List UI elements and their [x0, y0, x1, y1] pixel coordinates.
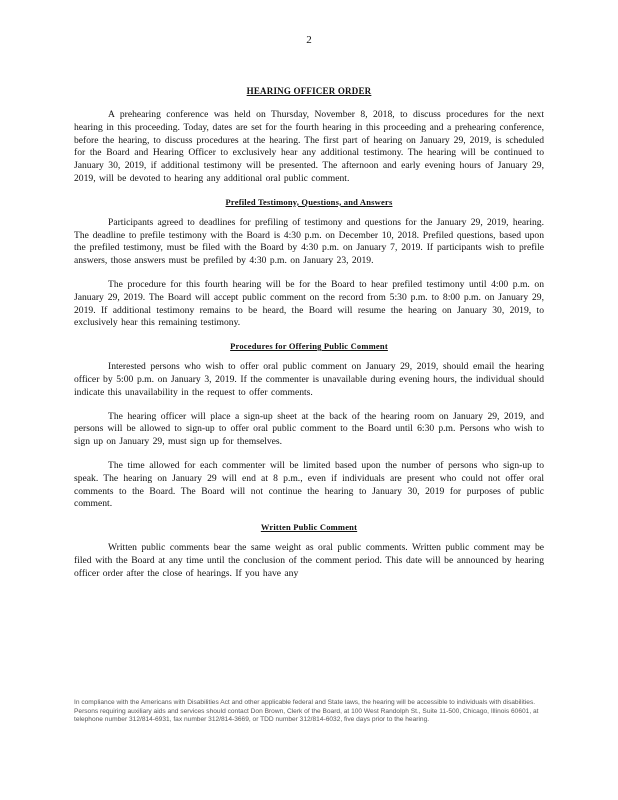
- hearing-officer-order-section: [74, 86, 544, 186]
- section-heading: HEARING OFFICER ORDER: [246, 86, 372, 96]
- section-heading: Written Public Comment: [260, 522, 358, 533]
- public-comment-procedures-section: [74, 341, 544, 511]
- paragraph: Written public comments bear the same weight as oral public comments. Written public comment may be filed with the Board at any time until the conclusion of the comment period. This date will be announced by hearing officer order after the close of hearings. If you have any: [74, 542, 544, 579]
- paragraph: Participants agreed to deadlines for prefiling of testimony and questions for the January 29, 2019, hearing. The deadline to prefile testimony with the Board is 4:30 p.m. on December 10, 2018. Prefiled questions, based upon the prefiled testimony, must be filed with the Board by 4:30 p.m. on January 7, 2019. If participants wish to prefile answers, those answers must be prefiled by 4:30 p.m. on January 23, 2019.: [74, 216, 544, 267]
- paragraph: The time allowed for each commenter will be limited based upon the number of persons who sign-up to speak. The hearing on January 29 will end at 8 p.m., even if individuals are present who could not offer oral comments to the Board. The Board will not continue the hearing to January 30, 2019 for purposes of public comment.: [74, 459, 544, 510]
- page-number: 2: [306, 34, 312, 46]
- document-body: [74, 86, 544, 592]
- section-heading: Prefiled Testimony, Questions, and Answers: [225, 196, 393, 207]
- paragraph: The procedure for this fourth hearing will be for the Board to hear prefiled testimony until 4:00 p.m. on January 29, 2019. The Board will accept public comment on the record from 5:30 p.m. to 8:00 p.m. on January 29, 2019. If additional testimony remains to be heard, the Board will resume the hearing on January 30, 2019, to exclusively hear this remaining testimony.: [74, 278, 544, 329]
- paragraph: Interested persons who wish to offer oral public comment on January 29, 2019, should email the hearing officer by 5:00 p.m. on January 3, 2019. If the commenter is unavailable during evening hours, the individual should indicate this unavailability in the request to offer comments.: [74, 361, 544, 398]
- prefiled-testimony-section: [74, 197, 544, 330]
- accessibility-footnote: In compliance with the Americans with Disabilities Act and other applicable federal and State laws, the hearing will be accessible to individuals with disabilities. Persons requiring auxiliary aids and services should contact Don Brown, Clerk of the Board, at 100 West Randolph St., Suite 11-500, Chicago, Illinois 60601, at telephone number 312/814-6931, fax number 312/814-3669, or TDD number 312/814-6032, five days prior to the hearing.: [74, 699, 539, 724]
- section-heading: Procedures for Offering Public Comment: [230, 341, 388, 352]
- written-public-comment-section: [74, 522, 544, 580]
- paragraph: A prehearing conference was held on Thursday, November 8, 2018, to discuss procedures for the next hearing in this proceeding. Today, dates are set for the fourth hearing in this proceeding and a prehearing conference, before the hearing, to discuss procedures at the hearing. The first part of hearing on January 29, 2019, is scheduled for the Board and Hearing Officer to exclusively hear any additional testimony. The hearing will be continued to January 30, 2019, if additional testimony will be presented. The afternoon and early evening hours of January 29, 2019, will be devoted to hearing any additional oral public comment.: [74, 109, 544, 184]
- paragraph: The hearing officer will place a sign-up sheet at the back of the hearing room on January 29, 2019, and persons will be allowed to sign-up to offer oral public comment to the Board until 6:30 p.m. Persons who wish to sign up on January 29, must sign up for themselves.: [74, 410, 544, 448]
